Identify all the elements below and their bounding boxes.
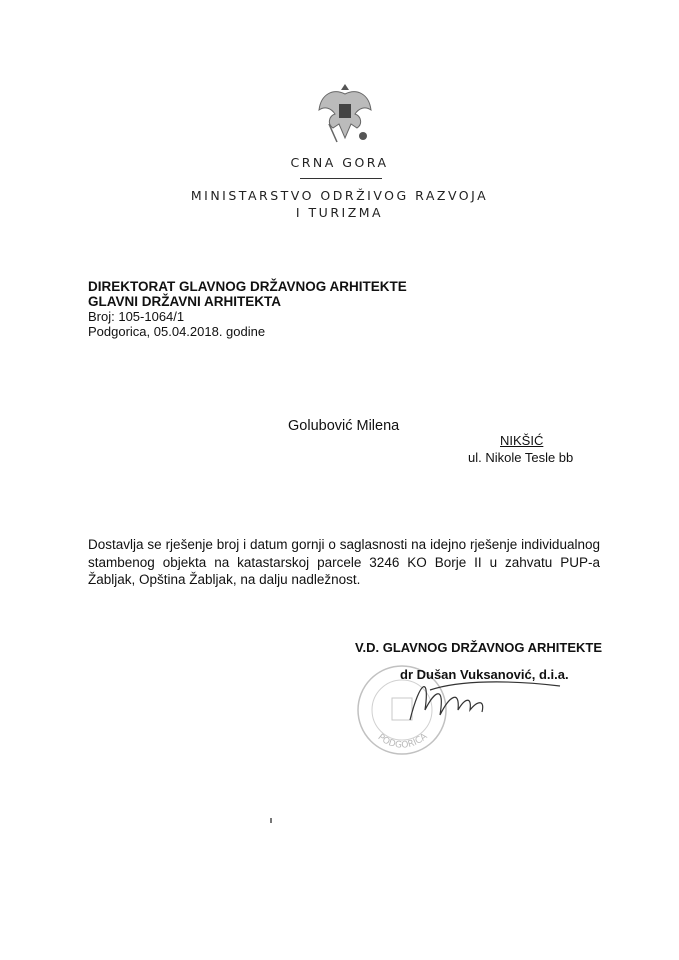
recipient-city: NIKŠIĆ (500, 433, 544, 448)
ministry-name-line2: I TURIZMA (295, 205, 384, 220)
signatory-name: dr Dušan Vuksanović, d.i.a. (400, 667, 569, 682)
divider (300, 178, 382, 179)
ministry-name-line1: MINISTARSTVO ODRŽIVOG RAZVOJA (190, 188, 489, 203)
recipient-name: Golubović Milena (288, 418, 400, 434)
body-paragraph: Dostavlja se rješenje broj i datum gornji o saglasnosti na idejno rješenje individualnog stambenog objekta na katastarskoj parcele 3246 KO Borje II u zahvatu PUP-a Žabljak, Opština Žabljak, na dalju nadležnost. (88, 537, 600, 587)
scan-mark (270, 818, 272, 823)
recipient-street: ul. Nikole Tesle bb (468, 450, 574, 465)
office-name: GLAVNI DRŽAVNI ARHITEKTA (88, 294, 281, 309)
svg-text:PODGORICA (376, 731, 431, 751)
document-number: Broj: 105-1064/1 (88, 309, 185, 324)
signatory-title: V.D. GLAVNOG DRŽAVNOG ARHITEKTE (355, 640, 603, 655)
stamp-text: PODGORICA (375, 731, 430, 751)
place-date: Podgorica, 05.04.2018. godine (88, 324, 266, 339)
country-name: CRNA GORA (290, 155, 389, 170)
handwritten-signature (400, 670, 570, 730)
coat-of-arms-icon (315, 80, 375, 150)
directorate-name: DIREKTORAT GLAVNOG DRŽAVNOG ARHITEKTE (88, 279, 407, 294)
